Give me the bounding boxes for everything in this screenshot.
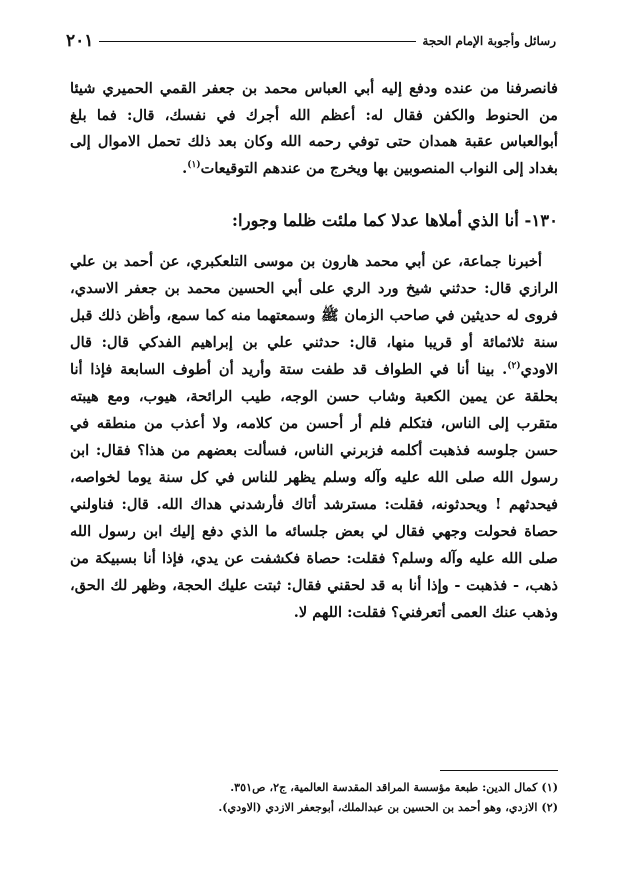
footnote-1: (١) كمال الدين: طبعة مؤسسة المراقد المقدسة العالمية، ج٢، ص٣٥١. [230, 780, 558, 794]
footnote-ref-1[interactable]: (١) [187, 159, 201, 170]
paragraph-text: . بينا أنا في الطواف قد طفت ستة وأريد أن أطوف السابعة فإذا أنا بحلقة عن يمين الكعبة وشاب حسن الوجه، طيب الرائحة، هيوب، ومع هيبته متقرب إلى الناس، فتكلم فلم أر أحسن من كلامه، ولا أعذب من منطقه في حسن جلوسه فذهبت أكلمه فزبرني الناس، فسألت بعضهم من هذا؟ فقال: ابن رسول الله صلى الله عليه وآله وسلم يظهر للناس في كل سنة يوما لخواصه، فيحدثهم ! ويحدثونه، فقلت: مسترشد أتاك فأرشدني هداك الله. قال: فناولني حصاة فحولت وجهي فقال لي بعض جلسائه ما الذي دفع إليك ابن رسول الله صلى الله عليه وآله وسلم؟ فقلت: حصاة فكشفت عن يدي، فإذا أنا بسبيكة من ذهب، - فذهبت - وإذا أنا به قد لحقني فقال: ثبتت عليك الحجة، وظهر لك الحق، وذهب عنك العمى أتعرفني؟ فقلت: اللهم لا. [70, 361, 558, 621]
footnote-separator [440, 770, 558, 771]
footnotes [70, 770, 558, 817]
page-number: ٢٠١ [66, 31, 94, 51]
footnote-2: (٢) الازدي، وهو أحمد بن الحسين بن عبدالملك، أبوجعفر الازدي (الاودي). [218, 800, 558, 814]
page-header [66, 30, 556, 52]
hadith-paragraph [70, 248, 558, 626]
paragraph-text: أخبرنا جماعة، عن أبي محمد هارون بن موسى التلعكبري، عن أحمد بن علي الرازي قال: حدثني شيخ ورد الري على أبي الحسين محمد بن جعفر الاسدي، فروى له حديثين في صاحب الزمان ﷺ وسمعتهما منه كما سمع، وأظن ذلك قبل سنة ثلاثمائة أو قريبا منها، قال: حدثني علي بن إبراهيم الفدكي قال: قال الاودي [70, 253, 558, 378]
running-title: رسائل وأجوبة الإمام الحجة [422, 34, 556, 48]
header-rule [99, 41, 416, 42]
footnote-ref-2[interactable]: (٢) [507, 361, 521, 372]
paragraph-end: . [182, 159, 188, 177]
page-body [70, 76, 558, 626]
hadith-heading: ١٣٠- أنا الذي أملاها عدلا كما ملئت ظلما وجورا: [231, 211, 558, 230]
paragraph-continuation [70, 76, 558, 182]
paragraph-text: فانصرفنا من عنده ودفع إليه أبي العباس محمد بن جعفر القمي الحميري شيئا من الحنوط والكفن فقال له: أعظم الله أجرك في نفسك، قال: فما بلغ أبوالعباس عقبة همدان حتى توفي رحمه الله وكان بعد ذلك تحمل الاموال إلى بغداد إلى النواب المنصوبين بها ويخرج من عندهم التوقيعات [70, 80, 558, 177]
